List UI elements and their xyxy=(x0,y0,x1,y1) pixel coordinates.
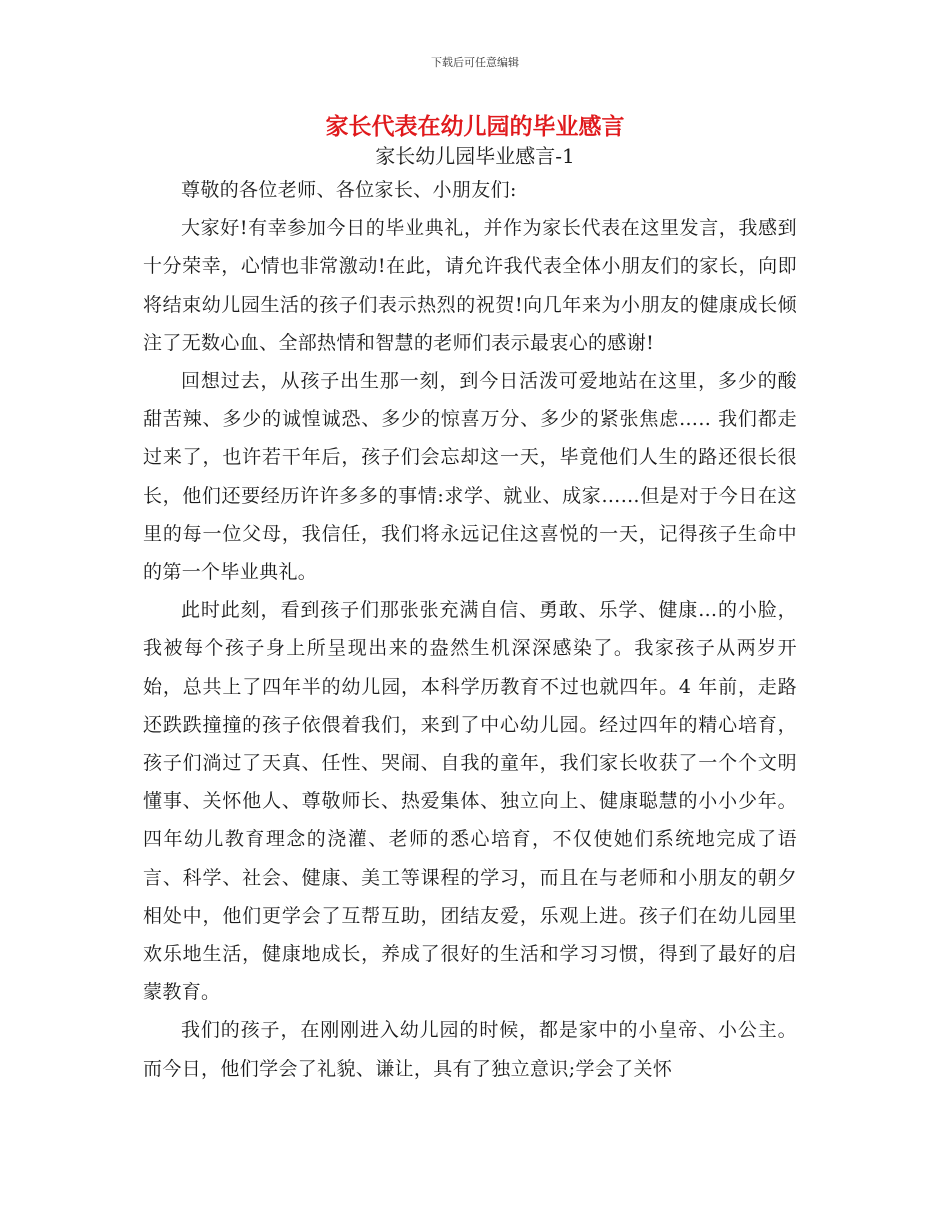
paragraph: 回想过去，从孩子出生那一刻，到今日活泼可爱地站在这里，多少的酸甜苦辣、多少的诚惶诚恐、多少的惊喜万分、多少的紧张焦虑….. 我们都走过来了，也许若干年后，孩子们会忘却这一天，毕竟他们人生的路还很长很长，他们还要经历许许多多的事情:求学、就业、成家……但是对于今日在这里的每一位父母，我信任，我们将永远记住这喜悦的一天，记得孩子生命中的第一个毕业典礼。 xyxy=(143,370,797,584)
document-subtitle: 家长幼儿园毕业感言-1 xyxy=(375,144,575,168)
paragraph: 我们的孩子，在刚刚进入幼儿园的时候，都是家中的小皇帝、小公主。而今日，他们学会了礼貌、谦让，具有了独立意识;学会了关怀 xyxy=(143,1019,797,1080)
document-body xyxy=(143,171,797,1088)
paragraph-salutation: 尊敬的各位老师、各位家长、小朋友们: xyxy=(181,179,517,201)
document-title: 家长代表在幼儿园的毕业感言 xyxy=(325,113,625,140)
paragraph: 大家好!有幸参加今日的毕业典礼，并作为家长代表在这里发言，我感到十分荣幸，心情也非常激动!在此，请允许我代表全体小朋友们的家长，向即将结束幼儿园生活的孩子们表示热烈的祝贺!向几年来为小朋友的健康成长倾注了无数心血、全部热情和智慧的老师们表示最衷心的感谢! xyxy=(143,217,797,354)
page-header-note: 下载后可任意编辑 xyxy=(431,56,519,69)
paragraph: 此时此刻，看到孩子们那张张充满自信、勇敢、乐学、健康…的小脸，我被每个孩子身上所呈现出来的盎然生机深深感染了。我家孩子从两岁开始，总共上了四年半的幼儿园，本科学历教育不过也就四年。4 年前，走路还跌跌撞撞的孩子依偎着我们，来到了中心幼儿园。经过四年的精心培育，孩子们淌过了天真、任性、哭闹、自我的童年，我们家长收获了一个个文明懂事、关怀他人、尊敬师长、热爱集体、独立向上、健康聪慧的小小少年。四年幼儿教育理念的浇灌、老师的悉心培育，不仅使她们系统地完成了语言、科学、社会、健康、美工等课程的学习，而且在与老师和小朋友的朝夕相处中，他们更学会了互帮互助，团结友爱，乐观上进。孩子们在幼儿园里欢乐地生活，健康地成长，养成了很好的生活和学习习惯，得到了最好的启蒙教育。 xyxy=(143,599,797,1004)
